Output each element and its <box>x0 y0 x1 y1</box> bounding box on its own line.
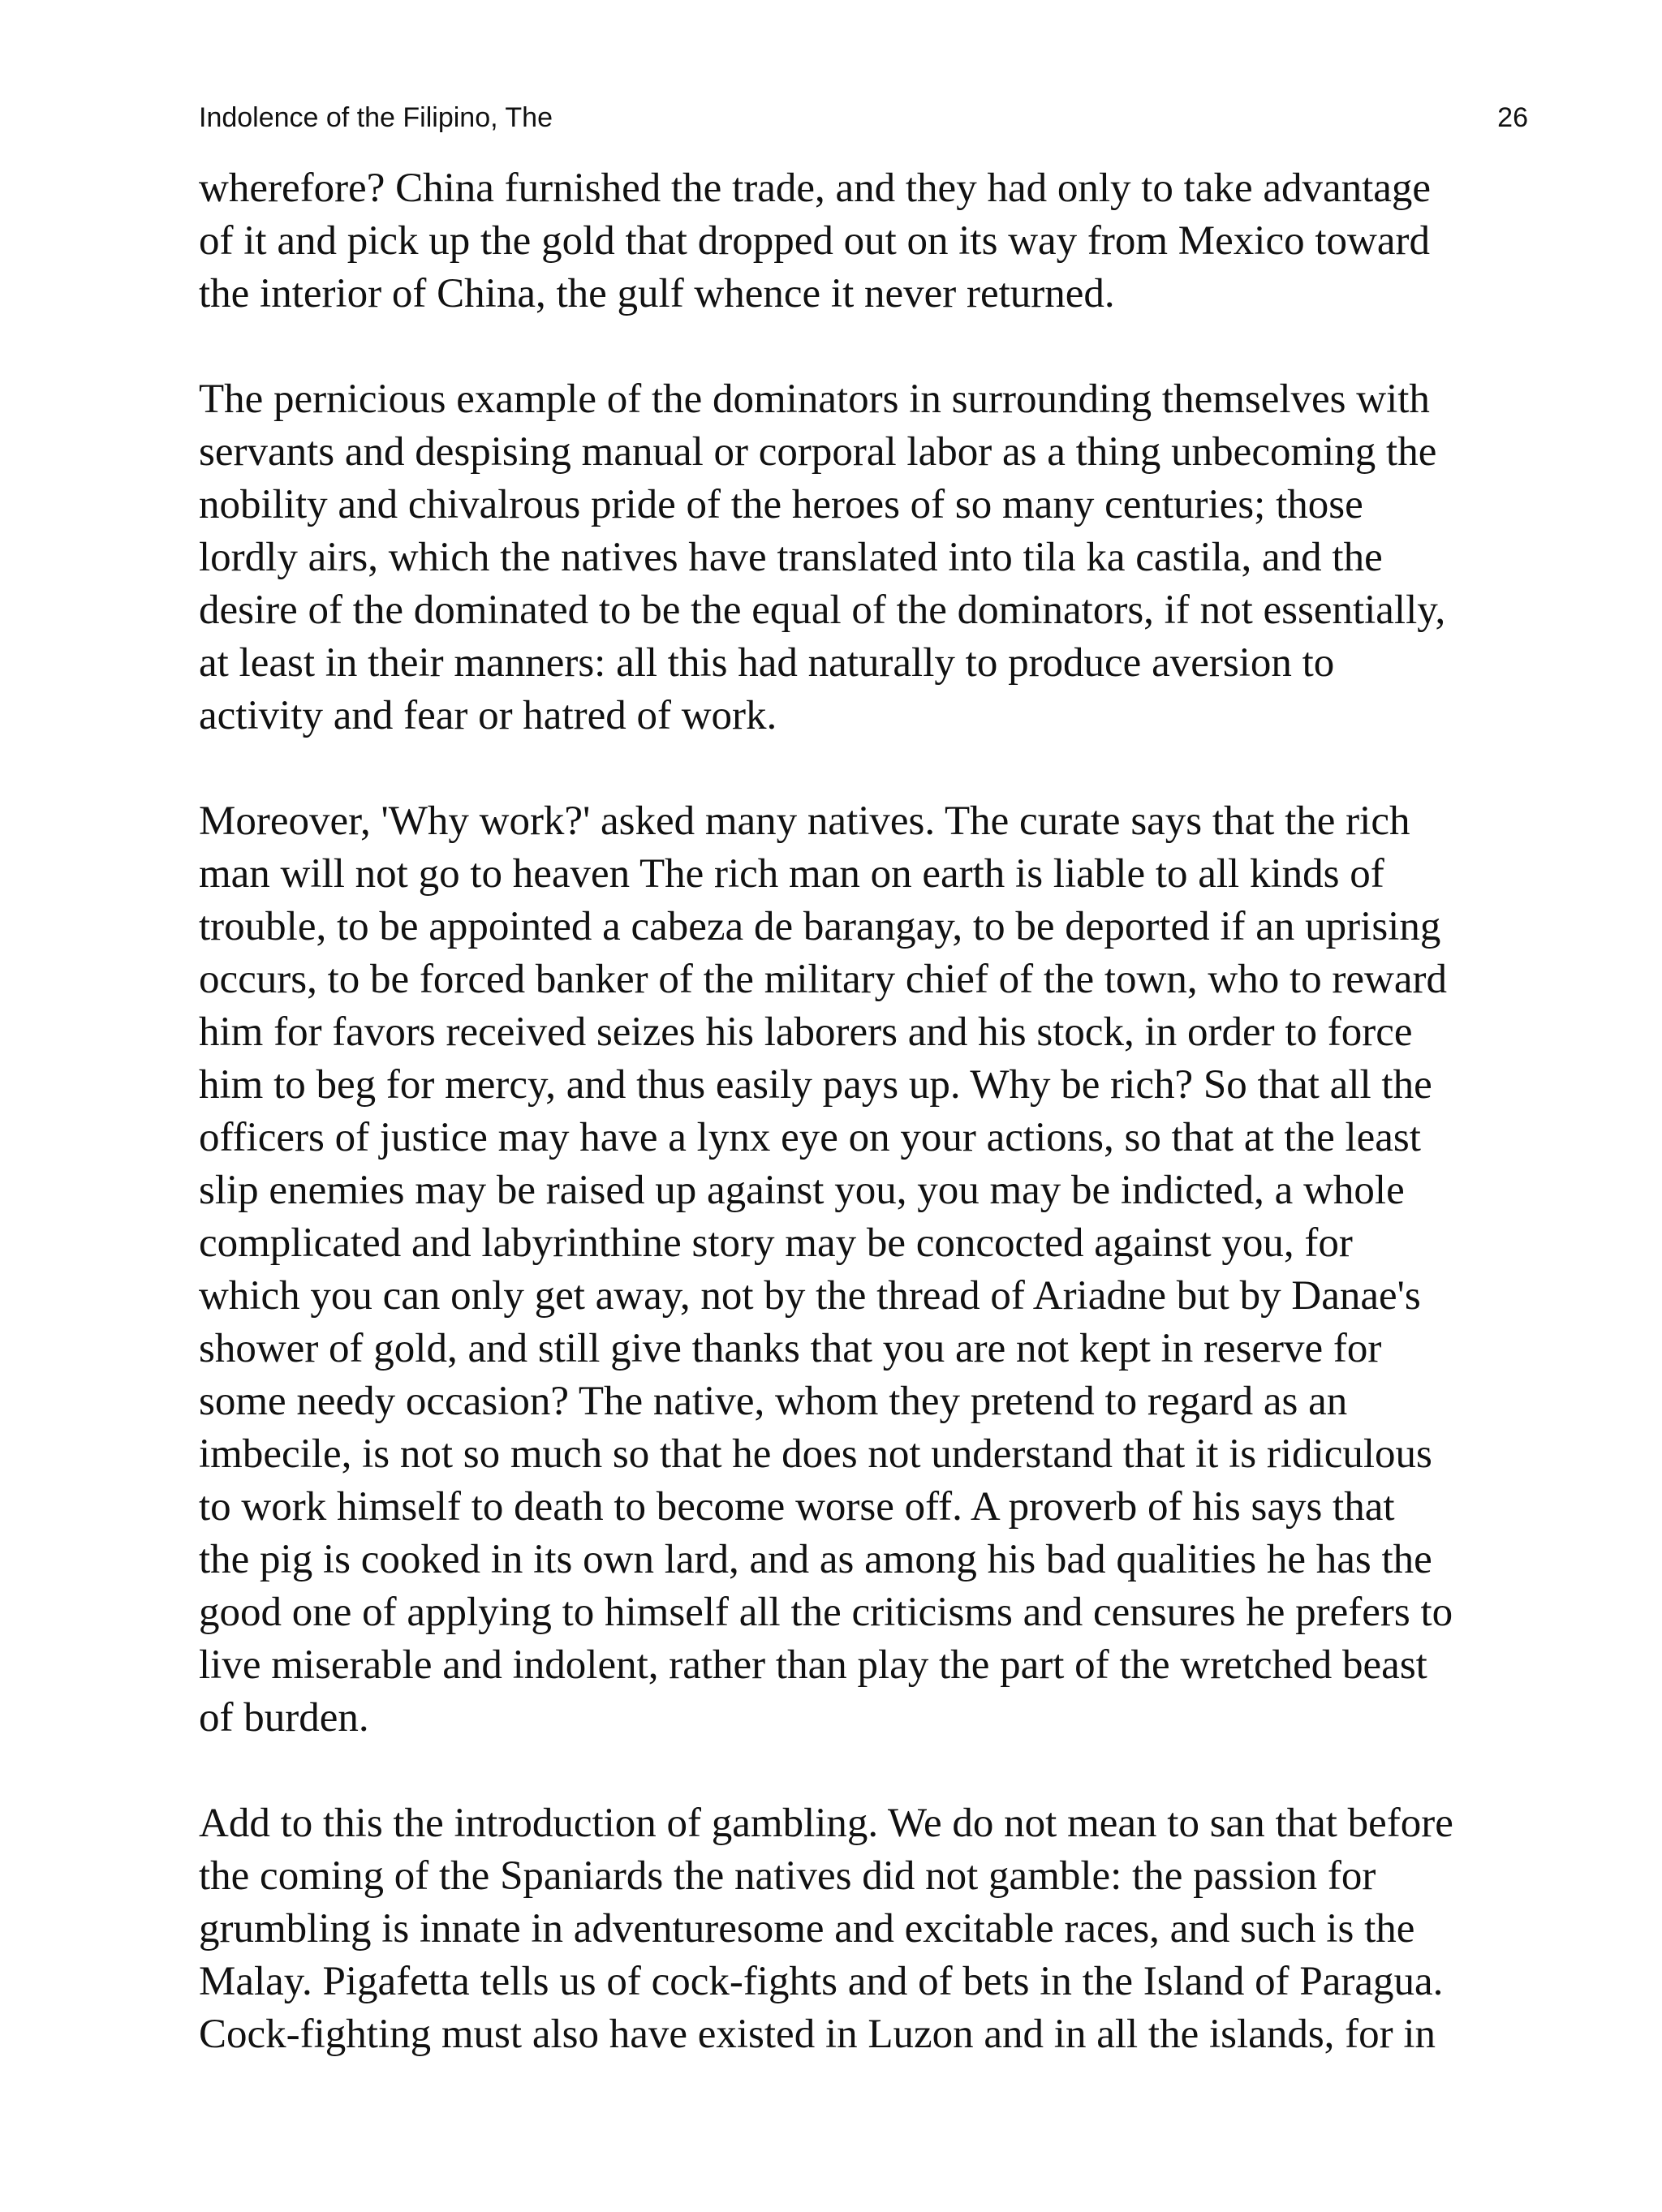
text-line: some needy occasion? The native, whom they pretend to regard as an <box>199 1379 1348 1424</box>
text-line: officers of justice may have a lynx eye on your actions, so that at the least <box>199 1115 1421 1160</box>
paragraph <box>199 162 1562 321</box>
text-line: imbecile, is not so much so that he does not understand that it is ridiculous <box>199 1431 1432 1477</box>
text-line: lordly airs, which the natives have translated into tila ka castila, and the <box>199 535 1383 580</box>
text-line: occurs, to be forced banker of the military chief of the town, who to reward <box>199 957 1447 1002</box>
running-title: Indolence of the Filipino, The <box>199 102 553 133</box>
body-text <box>199 162 1562 2061</box>
text-line: shower of gold, and still give thanks that you are not kept in reserve for <box>199 1326 1382 1371</box>
running-header <box>199 102 1528 135</box>
text-line: him for favors received seizes his laborers and his stock, in order to force <box>199 1009 1413 1055</box>
text-line: Cock-fighting must also have existed in Luzon and in all the islands, for in <box>199 2012 1436 2057</box>
text-line: of burden. <box>199 1695 369 1741</box>
text-line: Moreover, 'Why work?' asked many natives. The curate says that the rich <box>199 798 1410 844</box>
text-line: of it and pick up the gold that dropped out on its way from Mexico toward <box>199 218 1430 264</box>
text-line: complicated and labyrinthine story may be concocted against you, for <box>199 1220 1353 1266</box>
paragraph <box>199 373 1562 742</box>
text-line: slip enemies may be raised up against you, you may be indicted, a whole <box>199 1168 1405 1213</box>
paragraph-gap <box>199 742 1562 795</box>
paragraph-gap <box>199 321 1562 373</box>
paragraph <box>199 795 1562 1745</box>
text-line: to work himself to death to become worse off. A proverb of his says that <box>199 1484 1395 1530</box>
text-line: at least in their manners: all this had naturally to produce aversion to <box>199 640 1335 686</box>
text-line: nobility and chivalrous pride of the heroes of so many centuries; those <box>199 482 1363 527</box>
text-line: servants and despising manual or corporal labor as a thing unbecoming the <box>199 429 1437 475</box>
text-line: grumbling is innate in adventuresome and excitable races, and such is the <box>199 1906 1415 1952</box>
text-line: live miserable and indolent, rather than play the part of the wretched beast <box>199 1642 1427 1688</box>
paragraph-gap <box>199 1745 1562 1797</box>
paragraph <box>199 1797 1562 2061</box>
text-line: activity and fear or hatred of work. <box>199 693 777 738</box>
text-line: Malay. Pigafetta tells us of cock-fights and of bets in the Island of Paragua. <box>199 1959 1444 2004</box>
text-line: desire of the dominated to be the equal of the dominators, if not essentially, <box>199 587 1446 633</box>
text-line: wherefore? China furnished the trade, and they had only to take advantage <box>199 166 1432 211</box>
text-line: Add to this the introduction of gambling. We do not mean to san that before <box>199 1801 1453 1846</box>
text-line: trouble, to be appointed a cabeza de barangay, to be deported if an uprising <box>199 904 1441 949</box>
text-line: man will not go to heaven The rich man on earth is liable to all kinds of <box>199 851 1384 897</box>
text-line: The pernicious example of the dominators in surrounding themselves with <box>199 377 1430 422</box>
text-line: good one of applying to himself all the criticisms and censures he prefers to <box>199 1590 1453 1635</box>
page-number: 26 <box>1497 102 1528 133</box>
text-line: which you can only get away, not by the thread of Ariadne but by Danae's <box>199 1273 1421 1319</box>
text-line: him to beg for mercy, and thus easily pays up. Why be rich? So that all the <box>199 1062 1432 1108</box>
text-line: the pig is cooked in its own lard, and as among his bad qualities he has the <box>199 1537 1432 1582</box>
text-line: the coming of the Spaniards the natives did not gamble: the passion for <box>199 1853 1376 1899</box>
text-line: the interior of China, the gulf whence it never returned. <box>199 271 1115 316</box>
